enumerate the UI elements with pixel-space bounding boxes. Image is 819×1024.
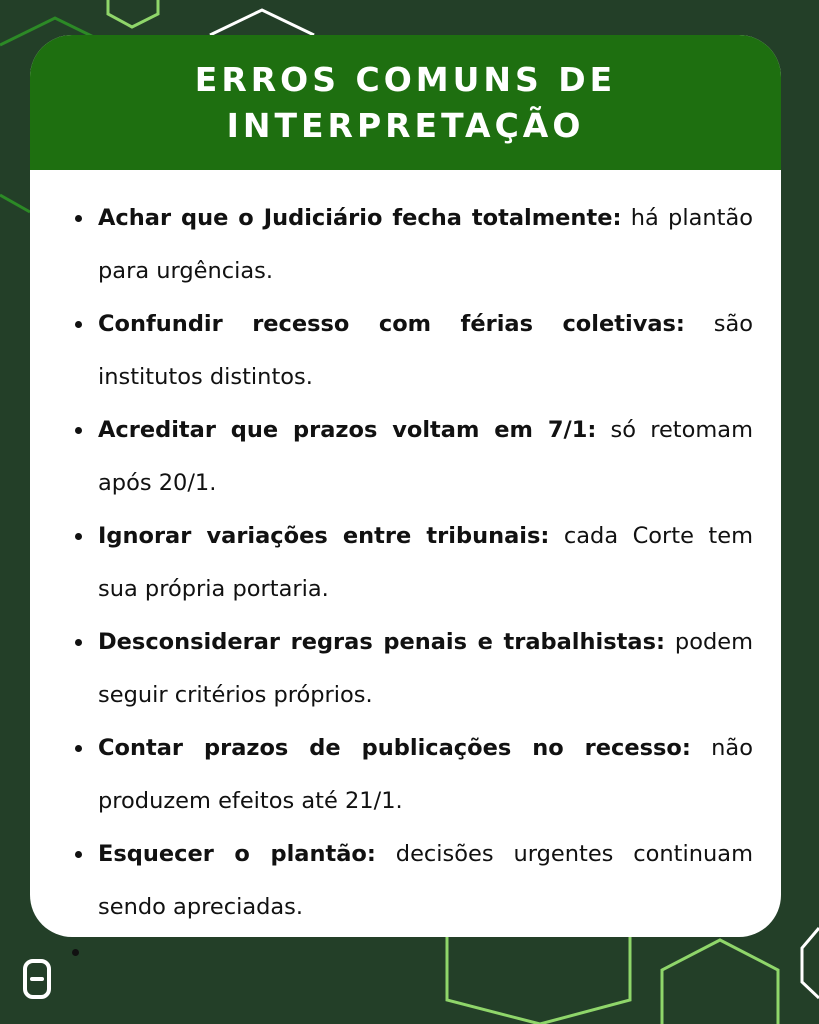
item-heading: Confundir recesso com férias coletivas:: [98, 311, 685, 337]
page-title: ERROS COMUNS DE INTERPRETAÇÃO: [194, 59, 617, 145]
hexagon-outline: [447, 937, 540, 1024]
hexagon-outline: [802, 928, 819, 998]
list-item: [98, 192, 753, 298]
item-text: não produzem efeitos até 21/1.: [98, 735, 753, 814]
item-heading: Acreditar que prazos voltam em 7/1:: [98, 417, 597, 443]
list-item: [98, 298, 753, 404]
empty-bullet: [72, 949, 79, 956]
brand-logo-icon: [22, 958, 52, 1000]
item-text: decisões urgentes continuam sendo apreciadas.: [98, 841, 753, 920]
list-item: [98, 828, 753, 934]
hexagon-outline: [108, 0, 158, 27]
hexagon-outline: [0, 195, 30, 212]
item-heading: Contar prazos de publicações no recesso:: [98, 735, 691, 761]
list-item: [98, 722, 753, 828]
hexagon-outline: [540, 937, 630, 1024]
item-text: cada Corte tem sua própria portaria.: [98, 523, 754, 602]
item-heading: Desconsiderar regras penais e trabalhistas:: [98, 629, 665, 655]
list-item: [98, 510, 753, 616]
hexagon-outline: [662, 940, 778, 1024]
item-text: há plantão para urgências.: [98, 205, 753, 284]
item-text: só retomam após 20/1.: [98, 417, 754, 496]
content-card: [30, 35, 781, 937]
item-heading: Ignorar variações entre tribunais:: [98, 523, 550, 549]
list-item: [98, 404, 753, 510]
item-heading: Achar que o Judiciário fecha totalmente:: [98, 205, 622, 231]
card-header: [30, 35, 781, 170]
list-item: [98, 616, 753, 722]
errors-list: [30, 170, 781, 934]
item-text: podem seguir critérios próprios.: [98, 629, 753, 708]
hexagon-outline: [210, 10, 314, 35]
item-heading: Esquecer o plantão:: [98, 841, 376, 867]
item-text: são institutos distintos.: [98, 311, 754, 390]
